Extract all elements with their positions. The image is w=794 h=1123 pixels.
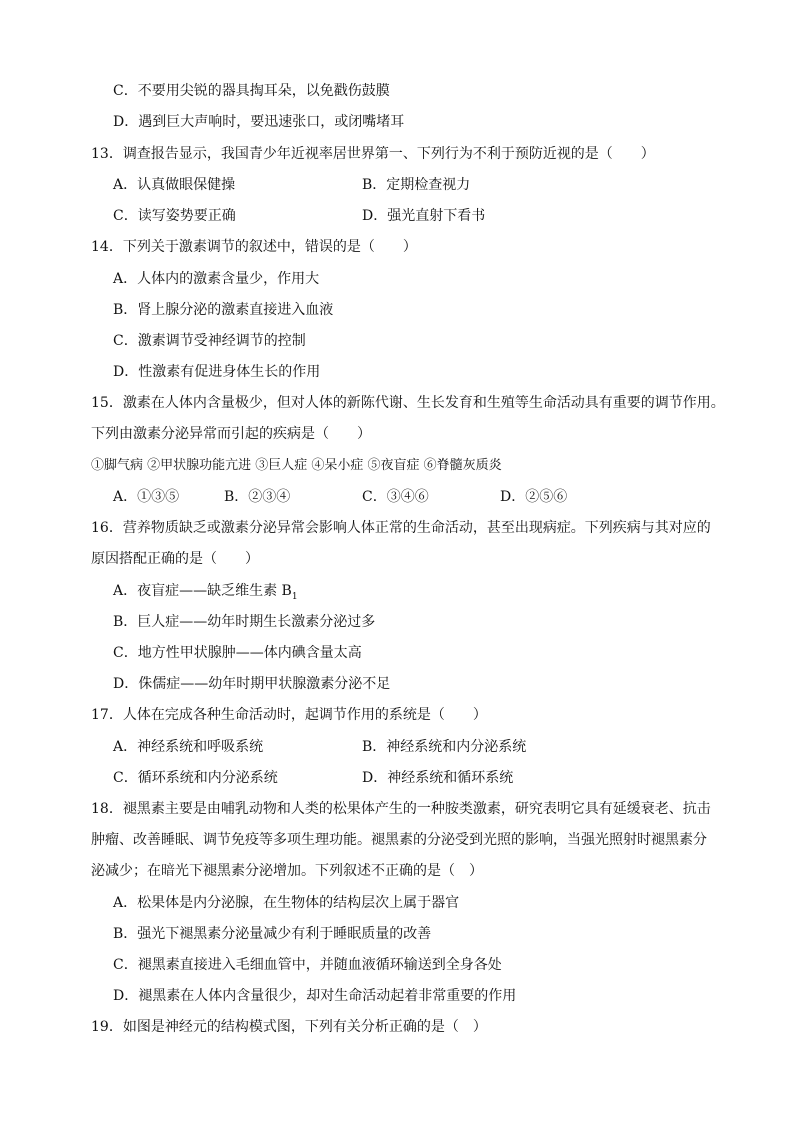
option-a-q17 — [113, 737, 263, 757]
option-c-q12 — [113, 81, 390, 101]
option-a-q18 — [113, 893, 459, 913]
option-d-q14 — [113, 362, 320, 382]
question-text: 泌减少；在暗光下褪黑素分泌增加。下列叙述不正确的是（ ） — [91, 863, 483, 879]
option-text: A．认真做眼保健操 — [113, 177, 236, 193]
option-c-q15 — [362, 487, 429, 507]
option-b-q14 — [113, 300, 333, 320]
question-text: 16．营养物质缺乏或激素分泌异常会影响人体正常的生命活动，甚至出现病症。下列疾病与其对应的 — [91, 520, 711, 536]
option-text: D．侏儒症——幼年时期甲状腺激素分泌不足 — [113, 676, 391, 692]
question-15-line-1 — [91, 393, 725, 413]
option-d-q15 — [500, 487, 567, 507]
question-text: 15．激素在人体内含量极少，但对人体的新陈代谢、生长发育和生殖等生命活动具有重要的调节作用。 — [91, 395, 725, 411]
option-b-q15 — [224, 487, 290, 507]
option-text: D．②⑤⑥ — [500, 489, 568, 505]
question-text: 13．调查报告显示，我国青少年近视率居世界第一、下列行为不利于预防近视的是（ ） — [91, 146, 655, 162]
option-text: D．褪黑素在人体内含量很少，却对生命活动起着非常重要的作用 — [113, 988, 517, 1004]
option-text: B．强光下褪黑素分泌量减少有利于睡眠质量的改善 — [113, 926, 432, 942]
option-text: C．地方性甲状腺肿——体内碘含量太高 — [113, 645, 362, 661]
option-text: D．遇到巨大声响时，要迅速张口，或闭嘴堵耳 — [113, 114, 405, 130]
subscript: 1 — [291, 591, 298, 602]
option-a-q15 — [113, 487, 179, 507]
question-text: 肿瘤、改善睡眠、调节免疫等多项生理功能。褪黑素的分泌受到光照的影响，当强光照射时褪黑素分 — [91, 832, 707, 848]
option-c-q14 — [113, 331, 306, 351]
question-text: 下列由激素分泌异常而引起的疾病是（ ） — [91, 426, 371, 442]
option-c-q16 — [113, 643, 362, 663]
option-d-q13 — [362, 206, 485, 226]
option-text: C．褪黑素直接进入毛细血管中，并随血液循环输送到全身各处 — [113, 957, 502, 973]
question-18-line-3 — [91, 861, 483, 881]
option-text: B．神经系统和内分泌系统 — [362, 739, 527, 755]
option-text: A．神经系统和呼吸系统 — [113, 739, 264, 755]
option-c-q18 — [113, 955, 502, 975]
option-text: B．定期检查视力 — [362, 177, 471, 193]
option-c-q13 — [113, 206, 236, 226]
option-text: A．①③⑤ — [113, 489, 180, 505]
option-text: B．②③④ — [224, 489, 291, 505]
option-text: D．神经系统和循环系统 — [362, 770, 514, 786]
question-19 — [91, 1017, 487, 1037]
option-c-q17 — [113, 768, 278, 788]
option-a-q16 — [113, 581, 298, 601]
question-text: 原因搭配正确的是（ ） — [91, 551, 259, 567]
question-text: 17．人体在完成各种生命活动时，起调节作用的系统是（ ） — [91, 707, 487, 723]
option-text: B．肾上腺分泌的激素直接进入血液 — [113, 302, 334, 318]
option-d-q12 — [113, 112, 404, 132]
option-text: D．强光直射下看书 — [362, 208, 486, 224]
option-text: B．巨人症——幼年时期生长激素分泌过多 — [113, 614, 376, 630]
option-text: C．③④⑥ — [362, 489, 429, 505]
question-text: ①脚气病 ②甲状腺功能亢进 ③巨人症 ④呆小症 ⑤夜盲症 ⑥脊髓灰质炎 — [91, 458, 502, 473]
question-18-line-1 — [91, 799, 711, 819]
option-text: A．松果体是内分泌腺，在生物体的结构层次上属于器官 — [113, 895, 460, 911]
question-text: 19．如图是神经元的结构模式图，下列有关分析正确的是（ ） — [91, 1019, 487, 1035]
question-15-items — [91, 456, 502, 476]
option-text: A．夜盲症——缺乏维生素 B — [113, 583, 292, 599]
option-b-q16 — [113, 612, 375, 632]
option-text: C．激素调节受神经调节的控制 — [113, 333, 306, 349]
option-b-q17 — [362, 737, 526, 757]
question-text: 18．褪黑素主要是由哺乳动物和人类的松果体产生的一种胺类激素，研究表明它具有延缓衰老、抗击 — [91, 801, 711, 817]
option-a-q14 — [113, 269, 319, 289]
question-17 — [91, 705, 487, 725]
option-text: C．读写姿势要正确 — [113, 208, 236, 224]
question-15-line-2 — [91, 424, 371, 444]
option-b-q13 — [362, 175, 470, 195]
option-text: C．循环系统和内分泌系统 — [113, 770, 278, 786]
question-16-line-1 — [91, 518, 711, 538]
option-a-q13 — [113, 175, 235, 195]
option-text: A．人体内的激素含量少，作用大 — [113, 271, 320, 287]
option-d-q18 — [113, 986, 516, 1006]
question-text: 14．下列关于激素调节的叙述中，错误的是（ ） — [91, 239, 417, 255]
question-18-line-2 — [91, 830, 707, 850]
option-d-q17 — [362, 768, 513, 788]
option-b-q18 — [113, 924, 431, 944]
question-16-line-2 — [91, 549, 259, 569]
question-13 — [91, 144, 655, 164]
question-14 — [91, 237, 417, 257]
option-d-q16 — [113, 674, 390, 694]
option-text: C．不要用尖锐的器具掏耳朵，以免戳伤鼓膜 — [113, 83, 390, 99]
option-text: D．性激素有促进身体生长的作用 — [113, 364, 321, 380]
